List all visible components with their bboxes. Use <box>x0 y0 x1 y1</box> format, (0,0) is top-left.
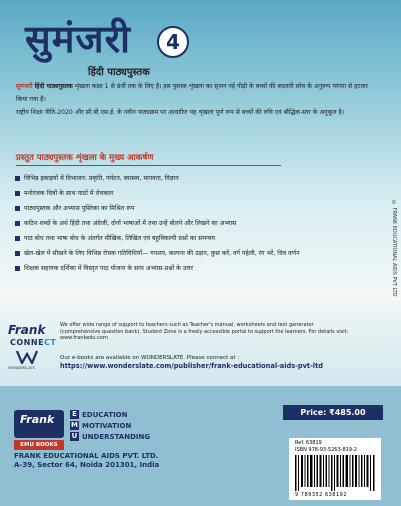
feature-item: शिक्षक सहायक दर्शिका में विस्तृत पाठ योजना के साथ अभ्यास-प्रश्नों के उत्तर <box>14 262 374 275</box>
feature-item: पाठ बोध तथा भाषा बोध के अंतर्गत मौखिक, लिखित एवं बहुविकल्पी प्रश्नों का समन्वय <box>14 232 374 245</box>
intro-bold: हिंदी पाठ्यपुस्तक <box>34 83 73 90</box>
book-subtitle: हिंदी पाठ्यपुस्तक <box>88 67 150 78</box>
intro-line2: राष्ट्रीय शिक्षा नीति-2020 और सी.बी.एस.ई. के नवीन पाठ्यक्रम पर आधारित यह शृंखला पूर्ण रूप से बच्चों की रुचि एवं बौद्धिक-स्तर के अनुकूल है। <box>16 109 345 116</box>
features-heading: प्रस्तुत पाठ्यपुस्तक शृंखला के मुख्य आकर्षण <box>16 153 154 163</box>
book-number-badge: 4 <box>157 26 189 58</box>
barcode-number: 9 789352 638192 <box>295 492 348 498</box>
ebook-info <box>60 354 380 371</box>
features-list <box>14 172 374 277</box>
emu-word-education: EDUCATION <box>82 410 128 419</box>
barcode-bars <box>295 455 375 491</box>
emu-banner: EMU BOOKS <box>14 440 64 450</box>
intro-highlight: सुमंजरी <box>16 83 33 90</box>
emu-word-understanding: UNDERSTANDING <box>82 432 151 441</box>
feature-item: पाठ्यपुस्तक और अभ्यास पुस्तिका का मिश्रित रूप <box>14 202 374 215</box>
intro-line1: शृंखला कक्षा 1 से 8वीं तक के लिए है। इस पुस्तक शृंखला का सृजन नई पीढ़ी के बच्चों की बदलती सोच के अनुरूप परंपरा से हटकर किया गया है। <box>16 83 368 103</box>
feature-item: कठिन शब्दों के अर्थ हिंदी तथा अंग्रेजी, दोनों भाषाओं में तथा उन्हें बोलने और लिखने का अभ्यास <box>14 217 374 230</box>
copyright-vertical: © FRANK EDUCATIONAL AIDS PVT LTD <box>391 200 397 297</box>
emu-frank-text: Frank <box>20 413 55 426</box>
price-tag: Price: ₹485.00 <box>283 405 383 420</box>
barcode-panel <box>289 438 381 500</box>
intro-text <box>16 80 376 119</box>
features-underline <box>16 165 281 166</box>
emu-word-motivation: MOTIVATION <box>82 421 132 430</box>
barcode-ref: Ref. 63819 <box>295 440 322 446</box>
connect-logo-text: CONNECT <box>10 338 57 347</box>
feature-item: मनोरंजक चित्रों के साथ पाठों में रोचकता <box>14 187 374 200</box>
ebook-line: Our e-books are available on WONDERSLATE. Please connect at : <box>60 355 240 361</box>
connect-description: We offer wide range of support to teachers such as Teacher's manual, worksheets and test generator (comprehensive question bank). Student Zone is a freely accessible portal to support the learners. For details visit: www.frankedu.com <box>60 322 349 341</box>
wonderslate-link[interactable]: https://www.wonderslate.com/publisher/frank-educational-aids-pvt-ltd <box>60 362 323 370</box>
publisher-address: A-39, Sector 64, Noida 201301, India <box>14 461 160 469</box>
barcode-isbn: ISBN 978-93-5263-819-2 <box>295 447 357 453</box>
feature-item: विभिन्न इकाइयों में विभाजन: प्रकृति, पर्यटन, स्वास्थ्य, मानवता, विज्ञान <box>14 172 374 185</box>
publisher-name: FRANK EDUCATIONAL AIDS PVT. LTD. <box>14 452 159 460</box>
publisher-info <box>14 452 159 470</box>
wonderslate-label: WONDERSLATE <box>8 366 35 370</box>
feature-item: खेल-खेल में सीखने के लिए विभिन्न रोचक गतिविधियाँ— गपशप, कल्पना की उड़ान, कुछ करें, वर्ग पहेली, रंग भरें, चित्र वर्णन <box>14 247 374 260</box>
emu-words: E EDUCATION M MOTIVATION U UNDERSTANDING <box>71 410 151 441</box>
book-title: सुमंजरी <box>25 17 131 61</box>
frank-logo-text: Frank <box>8 323 46 337</box>
wonderslate-icon <box>16 350 38 364</box>
